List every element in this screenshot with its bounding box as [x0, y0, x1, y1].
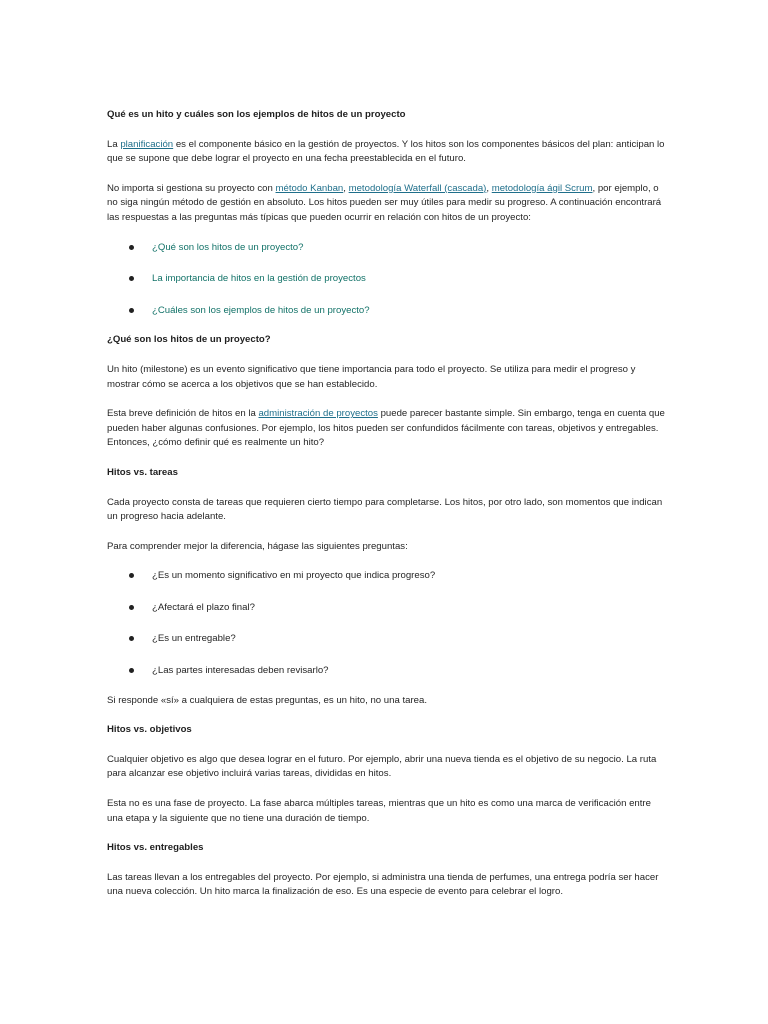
- bullet-icon: [129, 605, 134, 610]
- section1-text-pre: Esta breve definición de hitos en la: [107, 408, 259, 420]
- question-text: ¿Es un momento significativo en mi proyecto que indica progreso?: [152, 570, 436, 582]
- methods-separator: ,: [486, 182, 492, 194]
- link-metodo-kanban[interactable]: método Kanban: [275, 182, 344, 194]
- bullet-icon: [129, 636, 134, 641]
- page-title: Qué es un hito y cuáles son los ejemplos de hitos de un proyecto: [107, 109, 406, 120]
- toc-list: [107, 241, 668, 319]
- section-heading-entregables: Hitos vs. entregables: [107, 842, 204, 854]
- link-metodologia-scrum[interactable]: metodología ágil Scrum: [491, 182, 593, 194]
- question-item: [107, 632, 668, 647]
- question-item: [107, 601, 668, 616]
- section-heading-tareas: Hitos vs. tareas: [107, 466, 178, 478]
- section4-paragraph-1: Las tareas llevan a los entregables del proyecto. Por ejemplo, si administra una tienda de perfumes, una entrega podría ser hacer una nueva colección. Un hito marca la finalización de eso. Es una especie de evento para celebrar el logro.: [107, 871, 659, 898]
- link-planificacion[interactable]: planificación: [120, 138, 174, 150]
- toc-link-que-son[interactable]: ¿Qué son los hitos de un proyecto?: [152, 241, 304, 253]
- section2-paragraph-2: Para comprender mejor la diferencia, hágase las siguientes preguntas:: [107, 540, 408, 552]
- bullet-icon: [129, 573, 134, 578]
- section3-paragraph-2: Esta no es una fase de proyecto. La fase abarca múltiples tareas, mientras que un hito es como una marca de verificación entre una etapa y la siguiente que no tiene una duración de tiempo.: [107, 798, 651, 824]
- question-item: [107, 664, 668, 679]
- questions-list: [107, 569, 668, 678]
- section2-paragraph-1: Cada proyecto consta de tareas que requieren cierto tiempo para completarse. Los hitos, por otro lado, son momentos que indican un progreso hacia adelante.: [107, 496, 663, 523]
- section1-paragraph-2: [107, 407, 668, 451]
- bullet-icon: [129, 668, 134, 673]
- toc-link-importancia[interactable]: La importancia de hitos en la gestión de proyectos: [152, 273, 366, 285]
- intro-text-pre: La: [107, 138, 121, 150]
- question-item: [107, 569, 668, 584]
- methods-text-pre: No importa si gestiona su proyecto con: [107, 182, 276, 194]
- toc-item: [107, 272, 668, 287]
- section1-text-post: puede parecer bastante simple. Sin embargo, tenga en cuenta que pueden haber algunas confusiones. Por ejemplo, los hitos pueden ser confundidos fácilmente con tareas, objetivos y entregables. Entonces, ¿cómo definir qué es realmente un hito?: [107, 408, 665, 449]
- section-heading-que-son: ¿Qué son los hitos de un proyecto?: [107, 334, 271, 346]
- link-administracion-proyectos[interactable]: administración de proyectos: [258, 408, 378, 420]
- methods-text-post: , por ejemplo, o no siga ningún método de gestión en absoluto. Los hitos pueden ser muy útiles para medir su progreso. A continuación encontrará las respuestas a las preguntas más típicas que pueden ocurrir en relación con hitos de un proyecto:: [107, 182, 662, 223]
- bullet-icon: [129, 245, 134, 250]
- intro-paragraph: [107, 138, 668, 167]
- link-metodologia-waterfall[interactable]: metodología Waterfall (cascada): [348, 182, 487, 194]
- bullet-icon: [129, 308, 134, 313]
- bullet-icon: [129, 276, 134, 281]
- toc-link-ejemplos[interactable]: ¿Cuáles son los ejemplos de hitos de un proyecto?: [152, 304, 370, 316]
- question-text: ¿Las partes interesadas deben revisarlo?: [152, 665, 329, 677]
- section-heading-objetivos: Hitos vs. objetivos: [107, 724, 192, 736]
- toc-item: [107, 304, 668, 319]
- methods-paragraph: [107, 182, 668, 226]
- section3-paragraph-1: Cualquier objetivo es algo que desea lograr en el futuro. Por ejemplo, abrir una nueva tienda es el objetivo de su negocio. La ruta para alcanzar ese objetivo incluirá varias tareas, divididas en hitos.: [107, 753, 657, 780]
- toc-item: [107, 241, 668, 256]
- section1-paragraph-1: Un hito (milestone) es un evento significativo que tiene importancia para todo el proyecto. Se utiliza para medir el progreso y mostrar cómo se acerca a los objetivos que se han establecido.: [107, 363, 636, 390]
- question-text: ¿Afectará el plazo final?: [152, 601, 255, 613]
- section2-paragraph-3: Si responde «sí» a cualquiera de estas preguntas, es un hito, no una tarea.: [107, 694, 428, 706]
- intro-text-post: es el componente básico en la gestión de proyectos. Y los hitos son los componentes básicos del plan: anticipan lo que se supone que debe lograr el proyecto en una fecha preestablecida en el futuro.: [107, 138, 665, 165]
- methods-separator: ,: [343, 182, 349, 194]
- question-text: ¿Es un entregable?: [152, 633, 236, 645]
